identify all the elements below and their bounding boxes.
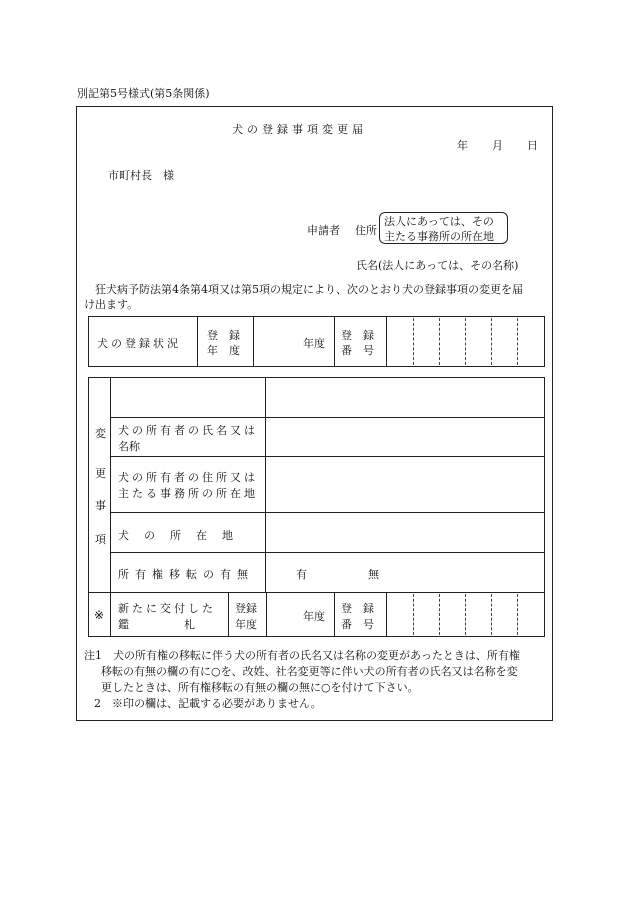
owner-address-label-line1: 犬の所有者の住所又は	[118, 471, 258, 484]
reg-year-label-bottom: 年 度	[207, 344, 240, 357]
ownership-no-option[interactable]: 無	[368, 568, 379, 581]
form-title: 犬の登録事項変更届	[232, 123, 367, 136]
note-1-line1: 注1 犬の所有権の移転に伴う犬の所有者の氏名又は名称の変更があったときは、所有権	[84, 649, 520, 662]
ownership-yes-option[interactable]: 有	[296, 568, 307, 581]
owner-name-label-line1: 犬の所有者の氏名又は	[118, 424, 258, 437]
reg-nendo-label: 年度	[303, 337, 325, 350]
reg-number-label-top: 登 録	[341, 329, 374, 342]
new-tag-label-line2: 鑑 札	[118, 618, 195, 631]
addressee: 市町村長 様	[108, 169, 174, 182]
reg-number-label-bottom: 番 号	[341, 344, 374, 357]
address-note-line2: 主たる事務所の所在地	[384, 230, 494, 243]
owner-address-label-line2: 主たる事務所の所在地	[118, 487, 258, 500]
name-label: 氏名(法人にあっては、その名称)	[356, 259, 519, 272]
new-tag-number-label-top: 登 録	[341, 602, 374, 615]
new-tag-reg-label-bottom: 年度	[235, 618, 257, 631]
change-items-side-label-3: 事	[95, 499, 106, 512]
form-reference: 別記第5号様式(第5条関係)	[77, 87, 210, 100]
dog-location-label: 犬 の 所 在 地	[118, 529, 235, 542]
applicant-label: 申請者	[307, 224, 340, 237]
owner-name-label-line2: 名称	[118, 440, 140, 453]
change-items-side-label-1: 変	[95, 427, 106, 440]
ownership-transfer-label: 所有権移転の有無	[118, 568, 254, 581]
new-tag-number-label-bottom: 番 号	[341, 618, 374, 631]
change-items-table	[88, 377, 545, 637]
change-items-side-label-4: 項	[95, 533, 106, 546]
date-year-label: 年	[457, 139, 468, 152]
body-text-line1: 狂犬病予防法第4条第4項又は第5項の規定により、次のとおり犬の登録事項の変更を届	[95, 283, 523, 296]
address-note-line1: 法人にあっては、その	[384, 215, 494, 228]
reg-year-label-top: 登 録	[207, 329, 240, 342]
date-month-label: 月	[492, 139, 503, 152]
office-use-mark: ※	[94, 608, 105, 622]
address-label: 住所	[355, 224, 377, 237]
body-text-line2: け出ます。	[84, 298, 139, 311]
new-tag-reg-label-top: 登録	[235, 602, 257, 615]
new-tag-nendo-label: 年度	[303, 610, 325, 623]
new-tag-label-line1: 新たに交付した	[118, 602, 216, 615]
note-2: 2 ※印の欄は、記載する必要がありません。	[94, 697, 322, 710]
note-1-line2: 移転の有無の欄の有に○を、改姓、社名変更等に伴い犬の所有者の氏名又は名称を変	[101, 665, 518, 678]
registration-status-label: 犬の登録状況	[97, 337, 181, 350]
change-items-side-label-2: 更	[95, 467, 106, 480]
note-1-line3: 更したときは、所有権移転の有無の欄の無に○を付けて下さい。	[101, 681, 419, 694]
date-day-label: 日	[527, 139, 538, 152]
